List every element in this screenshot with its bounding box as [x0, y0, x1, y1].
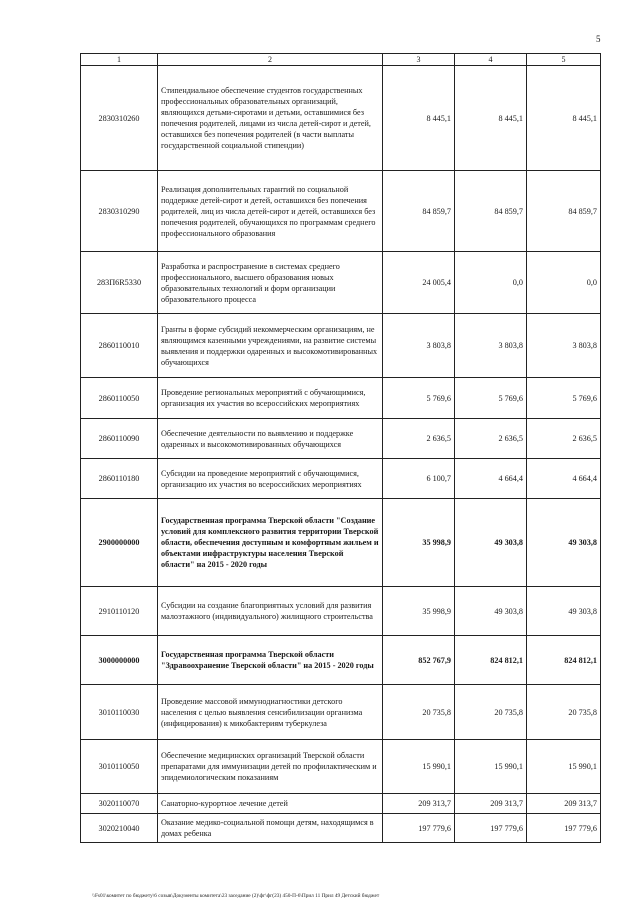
row-name: Субсидии на создание благоприятных условий для развития малоэтажного (индивидуального) жилищного строительства [158, 587, 383, 636]
row-value-3: 197 779,6 [383, 814, 455, 843]
budget-table [80, 53, 601, 843]
row-value-4: 8 445,1 [455, 66, 527, 171]
row-value-3: 35 998,9 [383, 587, 455, 636]
row-value-4: 5 769,6 [455, 378, 527, 419]
row-value-3: 8 445,1 [383, 66, 455, 171]
table-row [81, 459, 601, 499]
row-value-4: 15 990,1 [455, 740, 527, 794]
row-code: 3010110050 [81, 740, 158, 794]
row-code: 2910110120 [81, 587, 158, 636]
row-value-4: 84 859,7 [455, 171, 527, 252]
table-row-program [81, 499, 601, 587]
row-value-5: 8 445,1 [527, 66, 601, 171]
row-value-5: 0,0 [527, 252, 601, 314]
table-row [81, 66, 601, 171]
row-name: Государственная программа Тверской области "Создание условий для комплексного развития территории Тверской области, обеспечения доступным и комфортным жильем и объектами инфраструктуры населения Тверской области" на 2015 - 2020 годы [158, 499, 383, 587]
row-name: Государственная программа Тверской области "Здравоохранение Тверской области" на 2015 - 2020 годы [158, 636, 383, 685]
row-value-4: 49 303,8 [455, 499, 527, 587]
table-row [81, 419, 601, 459]
row-code: 3000000000 [81, 636, 158, 685]
table-row [81, 252, 601, 314]
row-name: Обеспечение деятельности по выявлению и поддержке одаренных и высокомотивированных обучающихся [158, 419, 383, 459]
row-value-3: 84 859,7 [383, 171, 455, 252]
row-value-3: 3 803,8 [383, 314, 455, 378]
row-name: Гранты в форме субсидий некоммерческим организациям, не являющимся казенными учреждениями, на развитие системы выявления и поддержки одаренных и высокомотивированных обучающихся [158, 314, 383, 378]
row-name: Стипендиальное обеспечение студентов государственных профессиональных образовательных организаций, являющихся детьми-сиротами и детьми, оставшимися без попечения родителей, лицами из числа детей-сирот и детей, оставшихся без попечения родителей (в части выплаты государственной социальной стипендии) [158, 66, 383, 171]
row-value-3: 852 767,9 [383, 636, 455, 685]
row-value-4: 2 636,5 [455, 419, 527, 459]
row-name: Субсидии на проведение мероприятий с обучающимися, организацию их участия во всероссийских мероприятиях [158, 459, 383, 499]
row-value-3: 15 990,1 [383, 740, 455, 794]
row-value-5: 49 303,8 [527, 587, 601, 636]
row-code: 3020110070 [81, 794, 158, 814]
row-code: 2830310290 [81, 171, 158, 252]
table-row [81, 814, 601, 843]
row-name: Разработка и распространение в системах среднего профессионального, высшего образования новых образовательных технологий и форм организации образовательного процесса [158, 252, 383, 314]
table-row [81, 794, 601, 814]
row-value-5: 84 859,7 [527, 171, 601, 252]
row-name: Проведение региональных мероприятий с обучающимися, организация их участия во всероссийских мероприятиях [158, 378, 383, 419]
row-name: Реализация дополнительных гарантий по социальной поддержке детей-сирот и детей, оставшихся без попечения родителей, лиц из числа детей-сирот и детей, оставшихся без попечения родителей, обучающихся по программам среднего профессионального образования [158, 171, 383, 252]
row-value-5: 824 812,1 [527, 636, 601, 685]
footer-file-path: \\Fs01\комитет по бюджету\6 созыв\Документы комитета\23 заседание (2)\фг\фг(23) 450-П-6\Прил 11 Прил 49 Детский бюджет [92, 893, 380, 899]
row-value-3: 5 769,6 [383, 378, 455, 419]
row-value-5: 2 636,5 [527, 419, 601, 459]
row-value-5: 20 735,8 [527, 685, 601, 740]
row-code: 2860110180 [81, 459, 158, 499]
row-value-5: 3 803,8 [527, 314, 601, 378]
row-value-5: 5 769,6 [527, 378, 601, 419]
row-value-4: 209 313,7 [455, 794, 527, 814]
row-value-4: 4 664,4 [455, 459, 527, 499]
row-code: 2860110090 [81, 419, 158, 459]
row-value-3: 24 005,4 [383, 252, 455, 314]
row-value-3: 2 636,5 [383, 419, 455, 459]
row-code: 3020210040 [81, 814, 158, 843]
row-value-4: 824 812,1 [455, 636, 527, 685]
row-value-4: 20 735,8 [455, 685, 527, 740]
row-code: 2900000000 [81, 499, 158, 587]
row-value-5: 209 313,7 [527, 794, 601, 814]
table-row [81, 314, 601, 378]
table-row [81, 587, 601, 636]
row-name: Проведение массовой иммунодиагностики детского населения с целью выявления сенсибилизации организма (инфицирования) к микобактериям туберкулеза [158, 685, 383, 740]
table-row [81, 740, 601, 794]
row-name: Санаторно-курортное лечение детей [158, 794, 383, 814]
table-header-row [81, 54, 601, 66]
row-value-4: 197 779,6 [455, 814, 527, 843]
row-code: 2830310260 [81, 66, 158, 171]
column-header-4: 4 [455, 54, 527, 66]
page-number: 5 [596, 34, 601, 44]
row-value-4: 3 803,8 [455, 314, 527, 378]
row-value-3: 209 313,7 [383, 794, 455, 814]
row-value-5: 15 990,1 [527, 740, 601, 794]
row-value-5: 197 779,6 [527, 814, 601, 843]
table-row [81, 378, 601, 419]
row-value-4: 0,0 [455, 252, 527, 314]
row-value-3: 35 998,9 [383, 499, 455, 587]
row-code: 2860110010 [81, 314, 158, 378]
column-header-5: 5 [527, 54, 601, 66]
row-name: Обеспечение медицинских организаций Тверской области препаратами для иммунизации детей по профилактическим и эпидемиологическим показаниям [158, 740, 383, 794]
column-header-3: 3 [383, 54, 455, 66]
row-code: 283П6R5330 [81, 252, 158, 314]
row-code: 3010110030 [81, 685, 158, 740]
column-header-1: 1 [81, 54, 158, 66]
row-value-3: 6 100,7 [383, 459, 455, 499]
row-value-3: 20 735,8 [383, 685, 455, 740]
row-value-5: 4 664,4 [527, 459, 601, 499]
table-row [81, 685, 601, 740]
table-row [81, 171, 601, 252]
row-value-4: 49 303,8 [455, 587, 527, 636]
row-value-5: 49 303,8 [527, 499, 601, 587]
row-code: 2860110050 [81, 378, 158, 419]
column-header-2: 2 [158, 54, 383, 66]
table-row-program [81, 636, 601, 685]
row-name: Оказание медико-социальной помощи детям, находящимся в домах ребенка [158, 814, 383, 843]
